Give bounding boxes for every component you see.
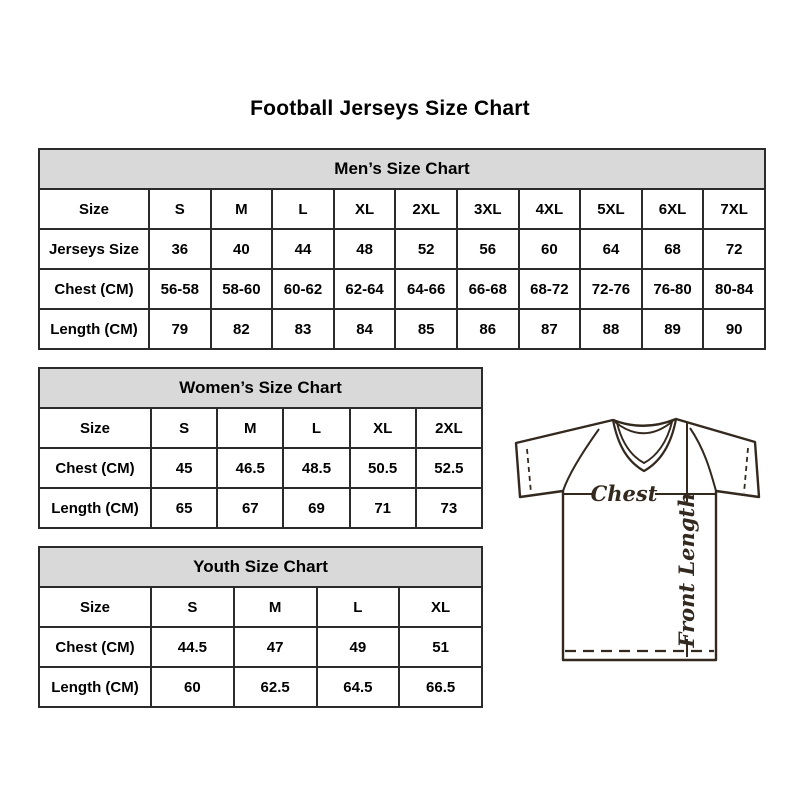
row-label: Chest (CM) <box>39 448 151 488</box>
row-label: Jerseys Size <box>39 229 149 269</box>
value-cell: XL <box>399 587 482 627</box>
value-cell: 90 <box>703 309 765 349</box>
value-cell: 64-66 <box>395 269 457 309</box>
value-cell: 48.5 <box>283 448 349 488</box>
row-label: Chest (CM) <box>39 627 151 667</box>
youth-table-title: Youth Size Chart <box>39 547 482 587</box>
youth-table-row <box>39 667 482 707</box>
row-label: Chest (CM) <box>39 269 149 309</box>
value-cell: 49 <box>317 627 400 667</box>
mens-size-table <box>38 148 766 350</box>
value-cell: 50.5 <box>350 448 416 488</box>
value-cell: 3XL <box>457 189 519 229</box>
value-cell: 62.5 <box>234 667 317 707</box>
value-cell: 82 <box>211 309 273 349</box>
womens-size-table <box>38 367 483 529</box>
jersey-diagram <box>506 398 774 670</box>
value-cell: 62-64 <box>334 269 396 309</box>
value-cell: 56-58 <box>149 269 211 309</box>
value-cell: 65 <box>151 488 217 528</box>
row-label: Length (CM) <box>39 309 149 349</box>
value-cell: M <box>234 587 317 627</box>
value-cell: 36 <box>149 229 211 269</box>
value-cell: 46.5 <box>217 448 283 488</box>
youth-table-header-row <box>39 547 482 587</box>
value-cell: 7XL <box>703 189 765 229</box>
women-table-header-row <box>39 368 482 408</box>
value-cell: 45 <box>151 448 217 488</box>
page-title: Football Jerseys Size Chart <box>250 97 530 120</box>
value-cell: M <box>217 408 283 448</box>
value-cell: 88 <box>580 309 642 349</box>
value-cell: XL <box>334 189 396 229</box>
value-cell: 47 <box>234 627 317 667</box>
value-cell: S <box>151 587 234 627</box>
value-cell: S <box>151 408 217 448</box>
value-cell: 51 <box>399 627 482 667</box>
chest-label: Chest <box>590 481 658 506</box>
value-cell: 80-84 <box>703 269 765 309</box>
youth-table-row <box>39 587 482 627</box>
value-cell: L <box>272 189 334 229</box>
value-cell: 60 <box>519 229 581 269</box>
value-cell: XL <box>350 408 416 448</box>
value-cell: 44.5 <box>151 627 234 667</box>
value-cell: 85 <box>395 309 457 349</box>
row-label: Size <box>39 189 149 229</box>
value-cell: 6XL <box>642 189 704 229</box>
value-cell: 60 <box>151 667 234 707</box>
value-cell: 64.5 <box>317 667 400 707</box>
value-cell: 68-72 <box>519 269 581 309</box>
value-cell: 87 <box>519 309 581 349</box>
value-cell: 69 <box>283 488 349 528</box>
youth-size-table <box>38 546 483 708</box>
value-cell: 66-68 <box>457 269 519 309</box>
value-cell: L <box>317 587 400 627</box>
women-table-row <box>39 488 482 528</box>
men-table-row <box>39 229 765 269</box>
row-label: Length (CM) <box>39 667 151 707</box>
value-cell: 5XL <box>580 189 642 229</box>
value-cell: 56 <box>457 229 519 269</box>
value-cell: 71 <box>350 488 416 528</box>
value-cell: 73 <box>416 488 482 528</box>
value-cell: 58-60 <box>211 269 273 309</box>
row-label: Size <box>39 408 151 448</box>
value-cell: M <box>211 189 273 229</box>
men-table-row <box>39 309 765 349</box>
value-cell: 83 <box>272 309 334 349</box>
value-cell: 2XL <box>416 408 482 448</box>
value-cell: 72 <box>703 229 765 269</box>
value-cell: 44 <box>272 229 334 269</box>
jersey-outline <box>516 419 759 660</box>
value-cell: 89 <box>642 309 704 349</box>
men-table-header-row <box>39 149 765 189</box>
jersey-diagram-svg <box>506 398 774 670</box>
value-cell: 72-76 <box>580 269 642 309</box>
value-cell: 48 <box>334 229 396 269</box>
value-cell: L <box>283 408 349 448</box>
value-cell: 84 <box>334 309 396 349</box>
men-table-row <box>39 269 765 309</box>
row-label: Size <box>39 587 151 627</box>
value-cell: 64 <box>580 229 642 269</box>
youth-table-row <box>39 627 482 667</box>
value-cell: S <box>149 189 211 229</box>
front-length-label: Front Length <box>674 492 699 648</box>
value-cell: 60-62 <box>272 269 334 309</box>
value-cell: 67 <box>217 488 283 528</box>
value-cell: 4XL <box>519 189 581 229</box>
value-cell: 66.5 <box>399 667 482 707</box>
value-cell: 79 <box>149 309 211 349</box>
value-cell: 86 <box>457 309 519 349</box>
men-table-row <box>39 189 765 229</box>
women-table-row <box>39 408 482 448</box>
value-cell: 68 <box>642 229 704 269</box>
value-cell: 2XL <box>395 189 457 229</box>
row-label: Length (CM) <box>39 488 151 528</box>
women-table-title: Women’s Size Chart <box>39 368 482 408</box>
value-cell: 52.5 <box>416 448 482 488</box>
women-table-row <box>39 448 482 488</box>
value-cell: 76-80 <box>642 269 704 309</box>
value-cell: 52 <box>395 229 457 269</box>
value-cell: 40 <box>211 229 273 269</box>
men-table-title: Men’s Size Chart <box>39 149 765 189</box>
